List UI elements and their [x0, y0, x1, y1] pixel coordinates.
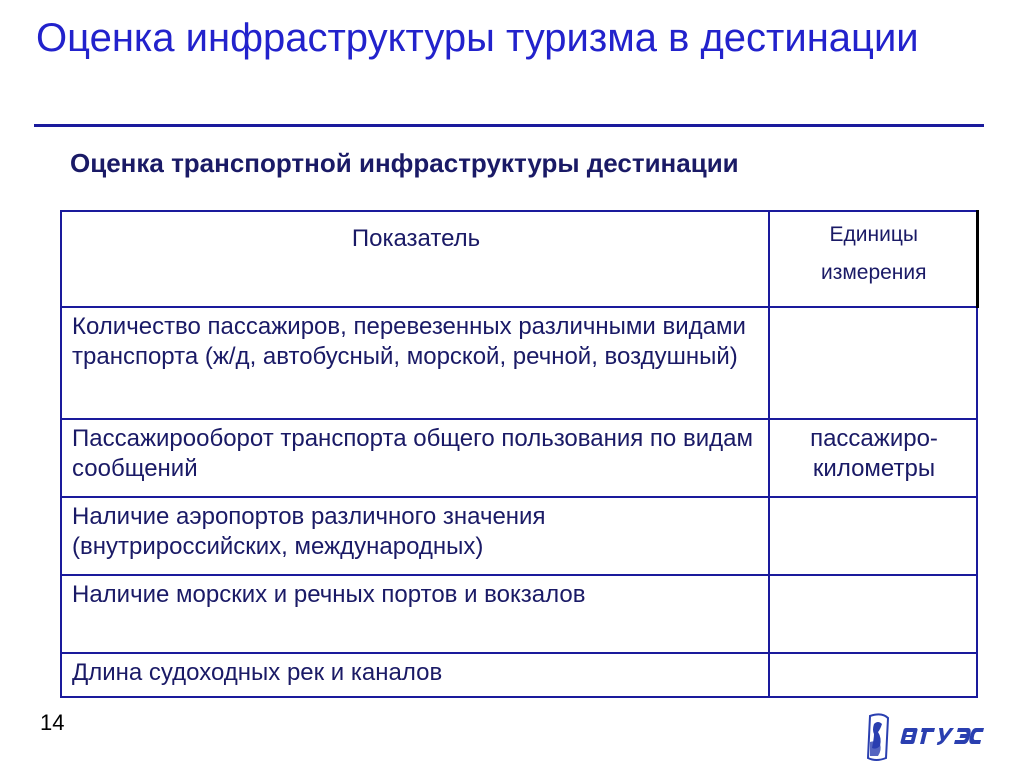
table-row [61, 419, 977, 497]
header-unit: Единицы измерения [769, 211, 977, 307]
emblem-icon [868, 714, 888, 760]
indicator-cell: Пассажирооборот транспорта общего пользования по видам сообщений [61, 419, 769, 497]
table-header-row [61, 211, 977, 307]
table-row [61, 653, 977, 697]
unit-cell [769, 307, 977, 419]
indicators-table [60, 210, 979, 698]
table-row [61, 575, 977, 653]
unit-cell [769, 653, 977, 697]
slide-subtitle: Оценка транспортной инфраструктуры дестинации [70, 148, 739, 178]
indicator-cell: Наличие морских и речных портов и вокзалов [61, 575, 769, 653]
title-divider [34, 124, 984, 127]
indicator-cell: Количество пассажиров, перевезенных различными видами транспорта (ж/д, автобусный, морской, речной, воздушный) [61, 307, 769, 419]
header-indicator: Показатель [61, 211, 769, 307]
unit-cell [769, 575, 977, 653]
table-row [61, 497, 977, 575]
logo-wordmark [900, 728, 984, 745]
slide-title: Оценка инфраструктуры туризма в дестинации [36, 16, 919, 60]
indicator-cell: Наличие аэропортов различного значения (внутрироссийских, международных) [61, 497, 769, 575]
page-number: 14 [40, 710, 65, 735]
unit-cell: пассажиро-километры [769, 419, 977, 497]
unit-cell [769, 497, 977, 575]
indicator-cell: Длина судоходных рек и каналов [61, 653, 769, 697]
university-logo [862, 712, 992, 762]
table-row [61, 307, 977, 419]
